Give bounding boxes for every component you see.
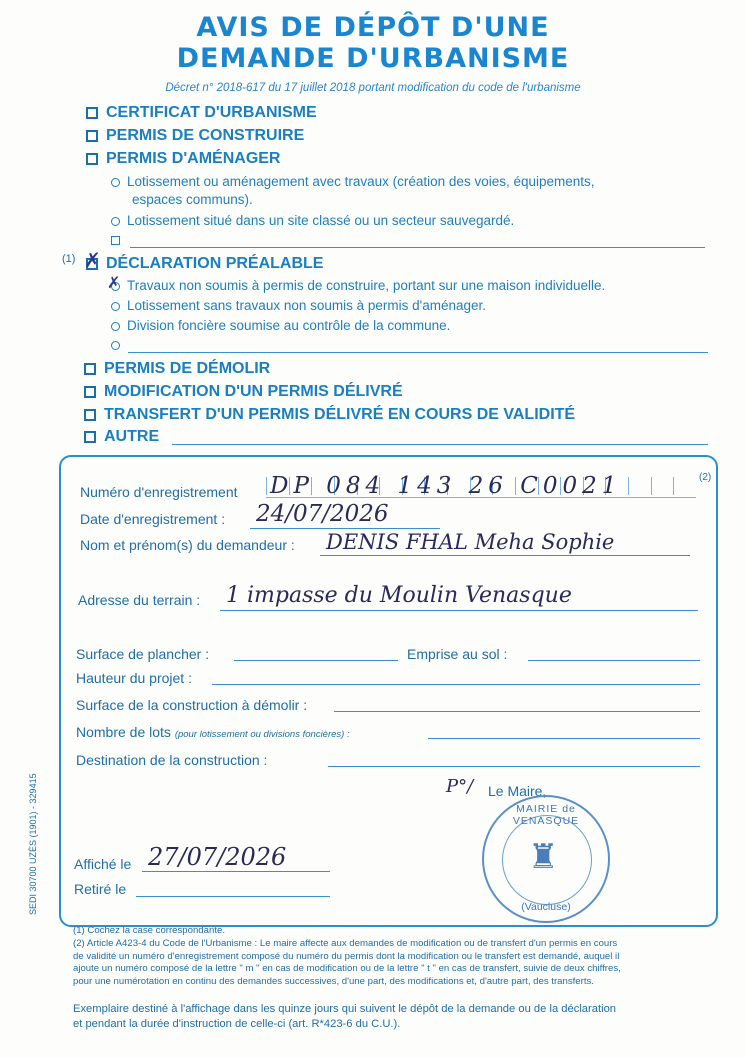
affiche-label: Affiché le	[74, 856, 132, 872]
autre-line	[172, 444, 708, 445]
stamp-emblem-icon: ♜	[528, 838, 559, 876]
exemplaire-line1: Exemplaire destiné à l'affichage dans les quinze jours qui suivent le dépôt de la demande ou de la déclaration	[73, 1003, 617, 1015]
radio-icon[interactable]	[111, 178, 120, 187]
date-value[interactable]: 24/07/2026	[256, 501, 389, 527]
option-declaration-label: DÉCLARATION PRÉALABLE	[106, 255, 324, 272]
surface-label: Surface de plancher :	[76, 646, 210, 662]
retire-label: Retiré le	[74, 881, 127, 897]
radio-icon[interactable]	[111, 322, 120, 331]
checkbox-icon[interactable]	[84, 363, 96, 375]
option-permis-construire[interactable]	[86, 127, 304, 145]
note-1-marker: (1)	[62, 253, 76, 265]
radio-icon[interactable]	[111, 341, 120, 350]
option-certificat-label: CERTIFICAT D'URBANISME	[106, 104, 317, 121]
decl-other-line	[128, 352, 708, 353]
footnote-1: (1) Cochez la case correspondante.	[73, 925, 225, 936]
decl-sub2-label: Lotissement sans travaux non soumis à permis d'aménager.	[127, 298, 487, 313]
amenager-sub1-cont: espaces communs).	[132, 192, 253, 207]
hauteur-line[interactable]	[212, 684, 700, 685]
mairie-stamp	[482, 795, 610, 923]
footnote-2-line3: ajoute un numéro composé de la lettre " m " en cas de modification ou de la lettre " t " en cas de transfert, suivie de deux chiffres,	[73, 963, 621, 974]
amenager-sub1-label: Lotissement ou aménagement avec travaux (création des voies, équipements,	[127, 174, 595, 189]
date-label: Date d'enregistrement :	[80, 511, 226, 527]
nom-label: Nom et prénom(s) du demandeur :	[80, 537, 295, 553]
retire-line[interactable]	[136, 896, 330, 897]
checkbox-icon[interactable]	[84, 386, 96, 398]
option-transfert-label: TRANSFERT D'UN PERMIS DÉLIVRÉ EN COURS DE VALIDITÉ	[104, 406, 576, 423]
footnote-2-line2: de validité un numéro d'enregistrement composé du numéro du permis dont la modification ou le transfert est demandé, auquel il	[73, 950, 620, 962]
numero-label: Numéro d'enregistrement	[80, 484, 238, 500]
emprise-label: Emprise au sol :	[407, 646, 508, 662]
lots-note: (pour lotissement ou divisions foncières) :	[174, 729, 350, 740]
maire-label: Le Maire,	[488, 783, 547, 799]
checkbox-icon[interactable]	[84, 431, 96, 443]
check-mark-icon: ✗	[107, 273, 121, 292]
option-permis-construire-label: PERMIS DE CONSTRUIRE	[106, 127, 305, 144]
decl-sub1[interactable]	[111, 278, 605, 293]
demolir-label: Surface de la construction à démolir :	[76, 697, 308, 713]
radio-icon[interactable]	[111, 236, 120, 245]
checkbox-icon[interactable]	[86, 107, 98, 119]
checkbox-icon[interactable]	[84, 409, 96, 421]
option-permis-demolir[interactable]	[84, 360, 270, 378]
amenager-sub1[interactable]	[111, 174, 595, 189]
demolir-line[interactable]	[334, 711, 700, 712]
option-transfert[interactable]	[84, 406, 575, 424]
lots-label-text: Nombre de lots	[76, 724, 171, 740]
destination-line[interactable]	[328, 766, 700, 767]
decl-sub1-label: Travaux non soumis à permis de construire, portant sur une maison individuelle.	[127, 278, 606, 293]
nom-value[interactable]: DENIS FHAL Meha Sophie	[326, 530, 615, 554]
adresse-value[interactable]: 1 impasse du Moulin Venasque	[226, 583, 572, 608]
option-modification[interactable]	[84, 383, 403, 401]
lots-label	[76, 724, 350, 740]
hauteur-label: Hauteur du projet :	[76, 670, 192, 686]
decl-sub3[interactable]	[111, 318, 450, 333]
option-autre[interactable]	[84, 428, 159, 446]
adresse-line	[220, 610, 698, 611]
nom-line	[320, 555, 690, 556]
note-2-marker: (2)	[699, 472, 712, 483]
option-declaration[interactable]	[86, 255, 323, 273]
decl-sub-other[interactable]	[111, 337, 127, 352]
checkbox-icon[interactable]	[86, 153, 98, 165]
stamp-top-text: MAIRIE de VENASQUE	[512, 803, 580, 827]
maire-prefix: P°/	[446, 776, 474, 797]
checkbox-icon[interactable]	[86, 130, 98, 142]
affiche-line	[142, 871, 330, 872]
numero-value[interactable]: DP 084 143 26 C0021	[270, 473, 622, 499]
radio-icon[interactable]	[111, 217, 120, 226]
exemplaire-note	[73, 1002, 616, 1032]
surface-line[interactable]	[234, 660, 398, 661]
option-permis-amenager-label: PERMIS D'AMÉNAGER	[106, 150, 281, 167]
emprise-line[interactable]	[528, 660, 700, 661]
amenager-other-line	[130, 247, 705, 248]
footnote-2	[73, 938, 713, 988]
lots-line[interactable]	[428, 738, 700, 739]
option-permis-demolir-label: PERMIS DE DÉMOLIR	[104, 360, 271, 377]
date-line	[250, 528, 440, 529]
option-permis-amenager[interactable]	[86, 150, 280, 168]
exemplaire-line2: et pendant la durée d'instruction de celle-ci (art. R*423-6 du C.U.).	[73, 1018, 401, 1030]
page-title-line2: DEMANDE D'URBANISME	[176, 43, 570, 74]
page-title-line1: AVIS DE DÉPÔT D'UNE	[196, 12, 550, 43]
decret-reference: Décret n° 2018-617 du 17 juillet 2018 portant modification du code de l'urbanisme	[165, 82, 581, 94]
option-modification-label: MODIFICATION D'UN PERMIS DÉLIVRÉ	[104, 383, 403, 400]
printer-reference: SEDI 30700 UZÈS (1901) - 329415	[28, 773, 38, 915]
option-autre-label: AUTRE	[104, 428, 160, 445]
affiche-value[interactable]: 27/07/2026	[148, 843, 287, 871]
decl-sub3-label: Division foncière soumise au contrôle de la commune.	[127, 318, 451, 333]
check-mark-icon: ✗	[84, 248, 101, 272]
option-certificat[interactable]	[86, 104, 317, 122]
amenager-sub2-label: Lotissement situé dans un site classé ou un secteur sauvegardé.	[127, 213, 515, 228]
radio-icon[interactable]	[111, 302, 120, 311]
amenager-sub2[interactable]	[111, 213, 514, 228]
adresse-label: Adresse du terrain :	[78, 592, 201, 608]
destination-label: Destination de la construction :	[76, 752, 268, 768]
footnote-2-line4: pour une numérotation en continu des demandes successives, d'une part, des modifications et, d'autre part, des transferts.	[73, 975, 594, 987]
amenager-sub-other[interactable]	[111, 232, 127, 247]
stamp-bottom-text: (Vaucluse)	[521, 901, 571, 913]
decl-sub2[interactable]	[111, 298, 486, 313]
footnote-2-line1: (2) Article A423-4 du Code de l'Urbanisme : Le maire affecte aux demandes de modification ou de transfert d'un permis en cours	[73, 938, 618, 949]
